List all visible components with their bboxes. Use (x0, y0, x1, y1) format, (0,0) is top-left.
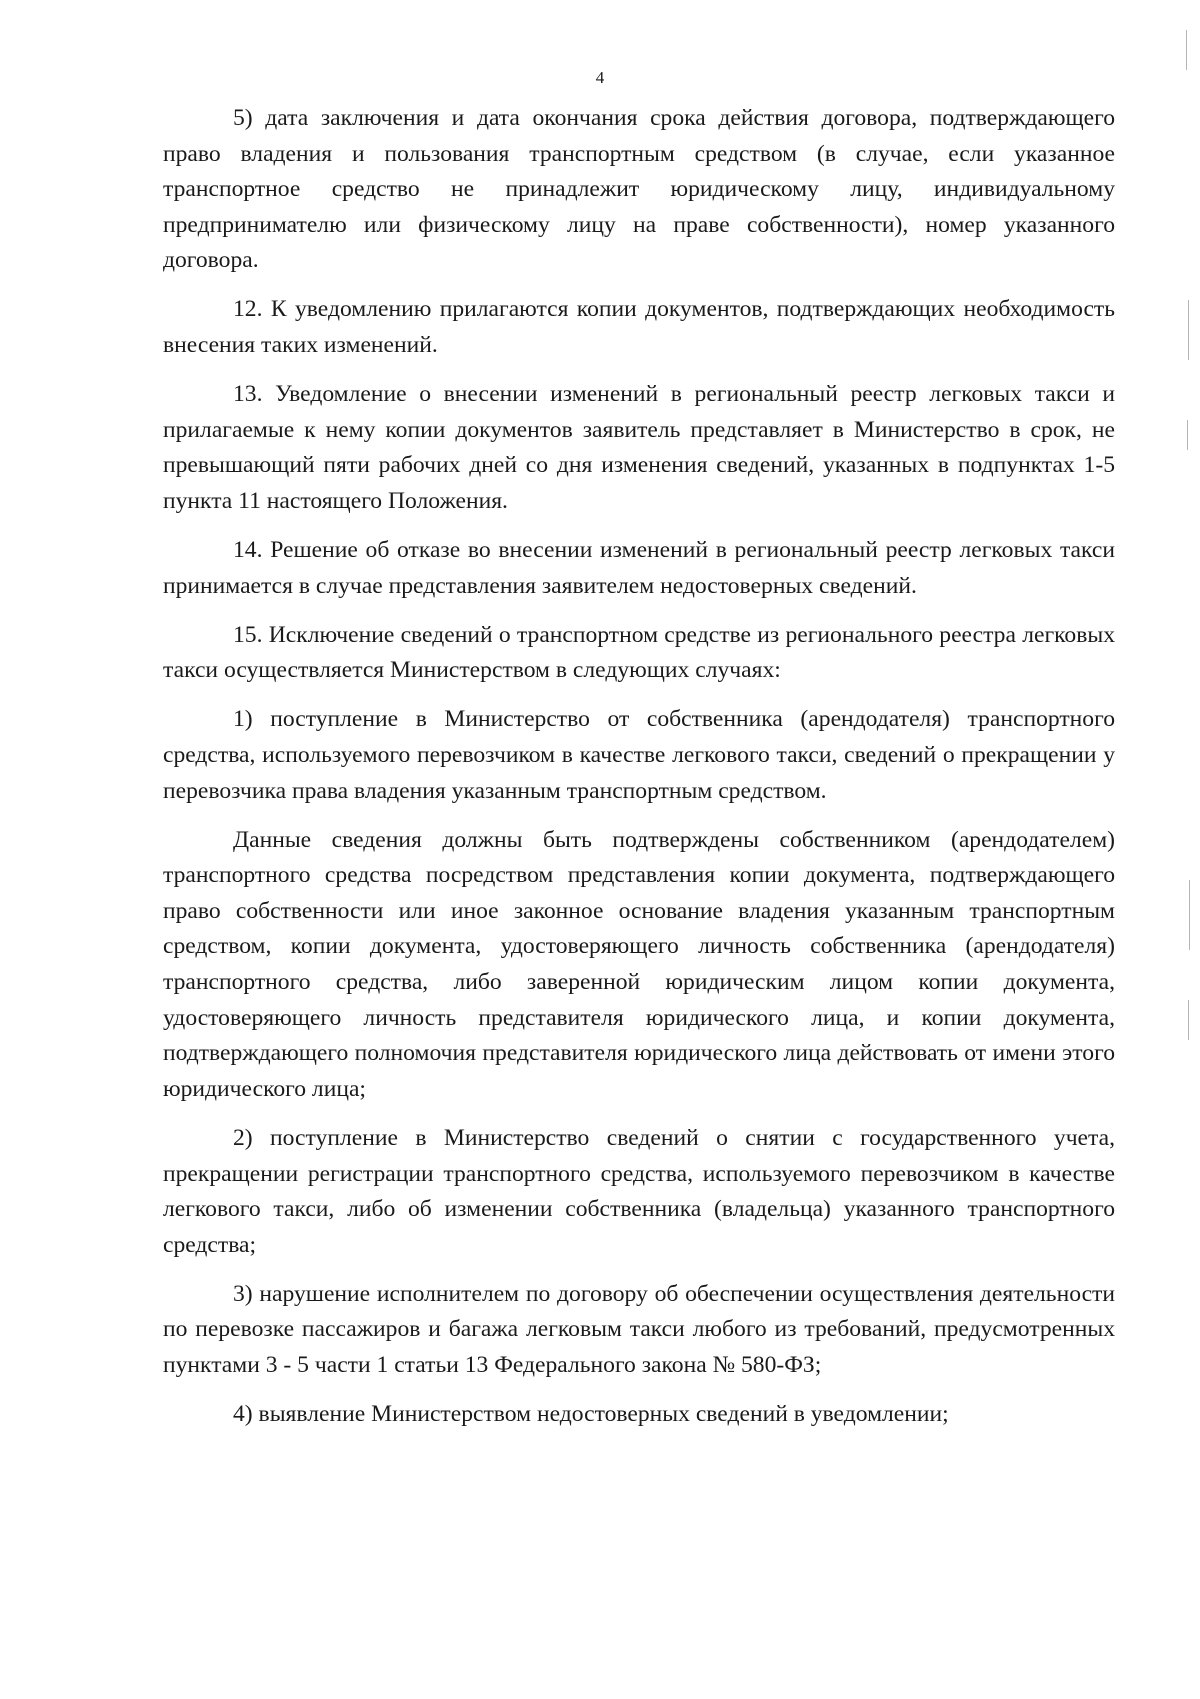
paragraph-15-item-3: 3) нарушение исполнителем по договору об обеспечении осуществления деятельности по перевозке пассажиров и багажа легковым такси любого из требований, предусмотренных пунктами 3 - 5 части 1 статьи 13 Федерального закона № 580-ФЗ; (163, 1280, 1115, 1378)
document-body (163, 101, 1115, 1433)
paragraph-15-item-1-details: Данные сведения должны быть подтверждены собственником (арендодателем) транспортного средства посредством представления копии документа, подтверждающего право собственности или иное законное основание владения указанным транспортным средством, копии документа, удостоверяющего личность собственника (арендодателя) транспортного средства, либо заверенной юридическим лицом копии документа, удостоверяющего личность представителя юридического лица, и копии документа, подтверждающего полномочия представителя юридического лица действовать от имени этого юридического лица; (163, 826, 1115, 1102)
paragraph-15-item-2: 2) поступление в Министерство сведений о снятии с государственного учета, прекращении регистрации транспортного средства, используемого перевозчиком в качестве легкового такси, либо об изменении собственника (владельца) указанного транспортного средства; (163, 1124, 1115, 1258)
paragraph-12: 12. К уведомлению прилагаются копии документов, подтверждающих необходимость внесения таких изменений. (163, 296, 1115, 359)
paragraph-item-5: 5) дата заключения и дата окончания срока действия договора, подтверждающего право владения и пользования транспортным средством (в случае, если указанное транспортное средство не принадлежит юридическому лицу, индивидуальному предпринимателю или физическому лицу на праве собственности), номер указанного договора. (163, 105, 1115, 274)
scan-mark (1188, 300, 1189, 360)
scan-mark (1189, 880, 1190, 950)
paragraph-14: 14. Решение об отказе во внесении изменений в региональный реестр легковых такси принимается в случае представления заявителем недостоверных сведений. (163, 537, 1115, 599)
page-number: 4 (595, 68, 605, 87)
paragraph-15: 15. Исключение сведений о транспортном средстве из регионального реестра легковых такси осуществляется Министерством в следующих случаях: (163, 621, 1115, 684)
scan-mark (1186, 30, 1187, 70)
paragraph-13: 13. Уведомление о внесении изменений в региональный реестр легковых такси и прилагаемые к нему копии документов заявитель представляет в Министерство в срок, не превышающий пяти рабочих дней со дня изменения сведений, указанных в подпунктах 1-5 пункта 11 настоящего Положения. (163, 381, 1115, 514)
paragraph-15-item-1: 1) поступление в Министерство от собственника (арендодателя) транспортного средства, используемого перевозчиком в качестве легкового такси, сведений о прекращении у перевозчика права владения указанным транспортным средством. (163, 706, 1115, 804)
scan-mark (1187, 420, 1188, 450)
paragraph-15-item-4: 4) выявление Министерством недостоверных сведений в уведомлении; (233, 1401, 949, 1428)
scan-mark (1188, 1000, 1189, 1040)
scan-edge-artifacts (1180, 0, 1200, 1699)
